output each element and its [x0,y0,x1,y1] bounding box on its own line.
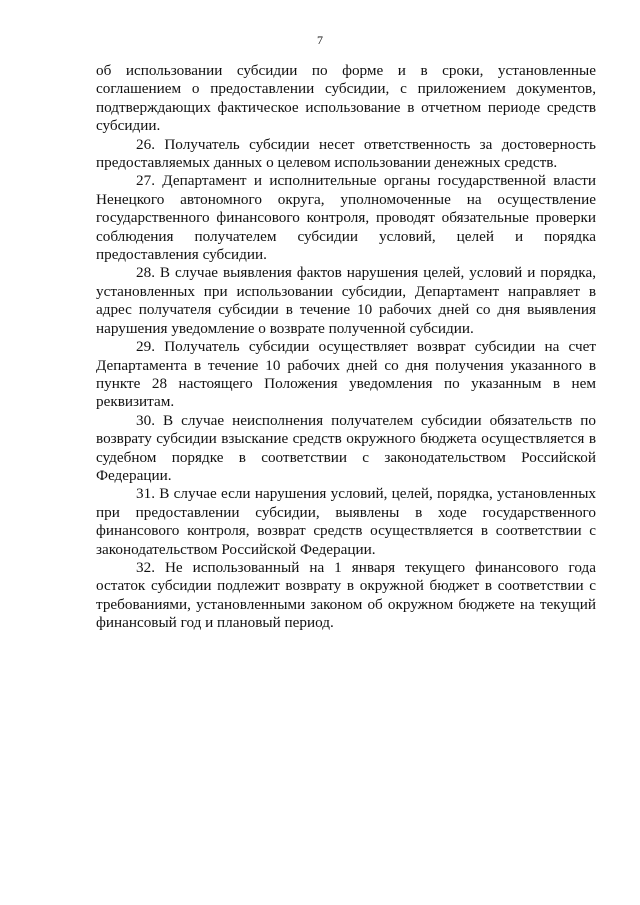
paragraph-28: 28. В случае выявления фактов нарушения целей, условий и порядка, установленных при использовании субсидии, Департамент направляет в адрес получателя субсидии в течение 10 рабочих дней со дня выявления нарушения уведомление о возврате полученной субсидии. [96,264,596,337]
paragraph-29: 29. Получатель субсидии осуществляет возврат субсидии на счет Департамента в течение 10 рабочих дней со дня получения указанного в пункте 28 настоящего Положения уведомления по указанным в нем реквизитам. [96,338,596,411]
page-number: 7 [317,33,323,47]
paragraph-30: 30. В случае неисполнения получателем субсидии обязательств по возврату субсидии взыскание средств окружного бюджета осуществляется в судебном порядке в соответствии с законодательством Российской Федерации. [96,411,596,484]
paragraph-continuation: об использовании субсидии по форме и в сроки, установленные соглашением о предоставлении субсидии, с приложением документов, подтверждающих фактическое использование в отчетном периоде средств субсидии. [96,62,596,135]
paragraph-32: 32. Не использованный на 1 января текущего финансового года остаток субсидии подлежит возврату в окружной бюджет в соответствии с требованиями, установленными законом об окружном бюджете на текущий финансовый год и плановый период. [96,558,596,632]
paragraph-31: 31. В случае если нарушения условий, целей, порядка, установленных при предоставлении субсидии, выявлены в ходе государственного финансового контроля, возврат средств осуществляется в соответствии с законодательством Российской Федерации. [96,485,596,558]
paragraph-27: 27. Департамент и исполнительные органы государственной власти Ненецкого автономного округа, уполномоченные на осуществление государственного финансового контроля, проводят обязательные проверки соблюдения получателем субсидии условий, целей и порядка предоставления субсидии. [96,172,596,264]
paragraph-26: 26. Получатель субсидии несет ответственность за достоверность предоставляемых данных о целевом использовании денежных средств. [96,135,596,172]
document-body [96,62,596,633]
